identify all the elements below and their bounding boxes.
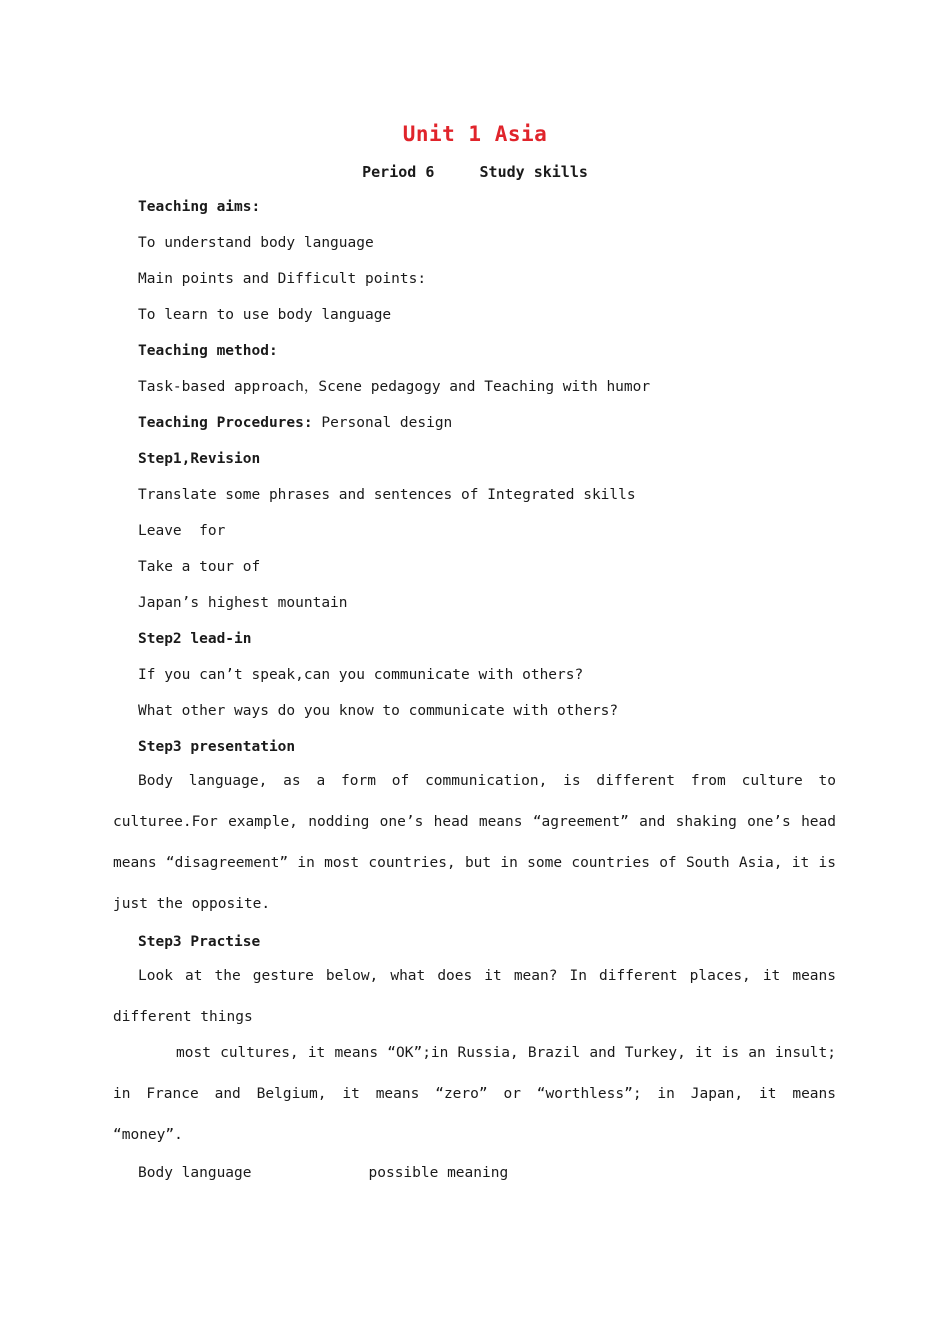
question-1: If you can’t speak,can you communicate with others? xyxy=(138,667,584,683)
procedures-line xyxy=(138,413,452,433)
main-points-line: Main points and Difficult points: xyxy=(138,271,427,287)
page-subtitle: Period 6 Study skills xyxy=(362,163,588,181)
presentation-paragraph xyxy=(113,761,836,925)
paragraph-row: Body language, as a form of communication, is different from culture to xyxy=(138,773,836,789)
paragraph-row: different things xyxy=(113,1009,253,1025)
method-line: Task-based approach，Scene pedagogy and Teaching with humor xyxy=(138,379,651,395)
phrase-2: Take a tour of xyxy=(138,559,261,575)
step3-practise-heading: Step3 Practise xyxy=(138,934,261,950)
table-col-possible-meaning: possible meaning xyxy=(368,1165,509,1181)
step2-heading: Step2 lead-in xyxy=(138,631,252,647)
learn-line: To learn to use body language xyxy=(138,307,392,323)
step3-heading: Step3 presentation xyxy=(138,739,296,755)
paragraph-row: Look at the gesture below, what does it mean? In different places, it means xyxy=(138,968,836,984)
paragraph-row: in France and Belgium, it means “zero” or “worthless”; in Japan, it means xyxy=(113,1086,836,1102)
procedures-heading: Teaching Procedures: xyxy=(138,415,313,431)
step1-heading: Step1,Revision xyxy=(138,451,261,467)
table-header-row xyxy=(138,1163,508,1183)
method-heading: Teaching method: xyxy=(138,343,278,359)
question-2: What other ways do you know to communicate with others? xyxy=(138,703,619,719)
paragraph-row: “money”. xyxy=(113,1127,183,1143)
practise-paragraph xyxy=(113,956,836,1038)
phrase-1: Leave for xyxy=(138,523,226,539)
table-col-body-language: Body language xyxy=(138,1165,252,1181)
aim-line: To understand body language xyxy=(138,235,374,251)
paragraph-row: means “disagreement” in most countries, but in some countries of South Asia, it is xyxy=(113,855,836,871)
step1-line: Translate some phrases and sentences of Integrated skills xyxy=(138,487,636,503)
teaching-aims-heading: Teaching aims: xyxy=(138,199,261,215)
phrase-3: Japan’s highest mountain xyxy=(138,595,348,611)
page-title: Unit 1 Asia xyxy=(402,122,548,146)
procedures-value: Personal design xyxy=(312,415,453,431)
paragraph-row: most cultures, it means “OK”;in Russia, Brazil and Turkey, it is an insult; xyxy=(176,1045,836,1061)
paragraph-row: just the opposite. xyxy=(113,896,271,912)
ok-gesture-paragraph xyxy=(113,1033,836,1156)
paragraph-row: culturee.For example, nodding one’s head means “agreement” and shaking one’s head xyxy=(113,814,836,830)
